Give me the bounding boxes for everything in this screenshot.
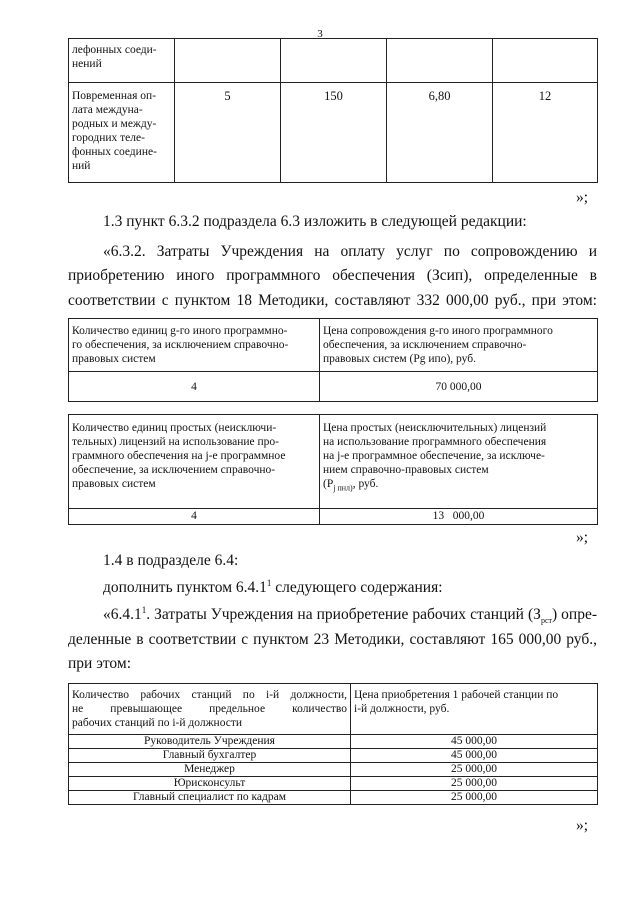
cell-line: тельных) лицензий на использование про-: [72, 436, 279, 448]
position-cell: Менеджер: [69, 763, 351, 777]
price-label-subscript: j пнл): [333, 483, 353, 493]
paragraph-text: . Затраты Учреждения на приобретение рабочих станций (З: [146, 606, 541, 623]
table-cell: 70 000,00: [320, 372, 598, 402]
workstation-price-table: [68, 683, 598, 805]
price-cell: 25 000,00: [351, 791, 598, 805]
cell-line: лефонных соеди-: [72, 44, 157, 56]
cell-line: на использование программного обеспечения: [323, 436, 547, 448]
price-label-suffix: , руб.: [352, 478, 379, 490]
table-row: [69, 791, 598, 805]
table-cell: 4: [69, 372, 320, 402]
table-cell: [320, 509, 598, 525]
add-item-superscript: 1: [266, 577, 272, 588]
cell-line: нений: [72, 58, 102, 70]
cell-line: Повременная оп-: [72, 90, 157, 102]
license-price-value: 13 000,00: [432, 510, 485, 522]
paragraph-1-3: 1.3 пункт 6.3.2 подраздела 6.3 изложить в следующей редакции:: [103, 213, 527, 230]
item-number-superscript: 1: [141, 604, 147, 615]
position-cell: Главный специалист по кадрам: [69, 791, 351, 805]
cell-line: Количество единиц g-го иного программно-: [72, 325, 288, 337]
table-row: [69, 777, 598, 791]
cost-subscript: рст: [540, 616, 552, 626]
table-cell: 5: [175, 83, 281, 183]
table-cell: [320, 415, 598, 509]
position-cell: Руководитель Учреждения: [69, 735, 351, 749]
cell-line: правовых систем: [72, 353, 156, 365]
cell-line: обеспечения, за исключением справочно-: [323, 339, 527, 351]
cell-line: правовых систем (Pg ипо), руб.: [323, 353, 476, 365]
closing-mark: »;: [576, 529, 589, 546]
price-cell: 45 000,00: [351, 749, 598, 763]
software-license-table: [68, 414, 598, 525]
paragraph-6-4-1-line1: [103, 605, 597, 625]
paragraph-1-4: 1.4 в подразделе 6.4:: [103, 552, 239, 569]
cell-line: обеспечение, за исключением справочно-: [72, 464, 276, 476]
table-cell: [69, 39, 175, 83]
page-number: 3: [317, 28, 323, 40]
position-cell: Юрисконсульт: [69, 777, 351, 791]
add-item-text: дополнить пунктом 6.4.1: [103, 579, 267, 596]
table-row: [69, 415, 598, 509]
table-row: [69, 83, 598, 183]
price-cell: 25 000,00: [351, 763, 598, 777]
cell-line: фонных соедине-: [72, 146, 157, 158]
price-cell: 45 000,00: [351, 735, 598, 749]
closing-mark: »;: [576, 817, 589, 834]
cell-line: не превышающее предельное количество: [72, 703, 347, 715]
cell-line: правовых систем: [72, 478, 156, 490]
table-cell: [320, 319, 598, 372]
cell-line: рабочих станций по i-й должности: [72, 717, 243, 729]
closing-mark: »;: [576, 189, 589, 206]
cell-line: Цена приобретения 1 рабочей станции по: [354, 689, 559, 701]
communication-costs-table: [68, 38, 598, 183]
cell-line: Количество рабочих станций по i-й должности,: [72, 689, 347, 701]
software-support-table: [68, 318, 598, 402]
table-row: [69, 749, 598, 763]
cell-line: городних теле-: [72, 132, 145, 144]
table-cell: [69, 83, 175, 183]
paragraph-6-3-2-line1: «6.3.2. Затраты Учреждения на оплату услуг по сопровождению и: [103, 243, 597, 260]
table-cell: [69, 415, 320, 509]
paragraph-text-end: ) опре-: [551, 606, 598, 623]
table-row: [69, 319, 598, 372]
table-cell: 150: [281, 83, 387, 183]
table-cell: [69, 684, 351, 735]
table-cell: [387, 39, 493, 83]
cell-line: ний: [72, 160, 91, 172]
paragraph-add-item: [103, 578, 443, 598]
table-cell: [281, 39, 387, 83]
table-cell: [175, 39, 281, 83]
table-cell: [69, 319, 320, 372]
table-row: [69, 735, 598, 749]
cell-line: граммного обеспечения на j-е программное: [72, 450, 286, 462]
cell-line: Количество единиц простых (неисключи-: [72, 422, 277, 434]
cell-line: лата междуна-: [72, 104, 143, 116]
table-cell: [351, 684, 598, 735]
table-row: [69, 39, 598, 83]
paragraph-6-3-2-line3: соответствии с пунктом 18 Методики, составляют 332 000,00 руб., при этом:: [68, 292, 597, 309]
table-cell: 4: [69, 509, 320, 525]
table-row: [69, 684, 598, 735]
cell-line: i-й должности, руб.: [354, 703, 450, 715]
cell-line: родных и между-: [72, 118, 157, 130]
price-label-prefix: (P: [323, 478, 334, 490]
cell-line: на j-е программное обеспечение, за исключе-: [323, 450, 545, 462]
item-number: «6.4.1: [103, 606, 142, 623]
paragraph-6-4-1-line2: деленные в соответствии с пунктом 23 Методики, составляют 165 000,00 руб.,: [68, 631, 597, 648]
table-cell: 12: [493, 83, 598, 183]
table-row: [69, 763, 598, 777]
cell-line: Цена сопровождения g-го иного программного: [323, 325, 553, 337]
position-cell: Главный бухгалтер: [69, 749, 351, 763]
paragraph-6-4-1-line3: при этом:: [68, 655, 132, 672]
cell-line: нием справочно-правовых систем: [323, 464, 489, 476]
add-item-text-after: следующего содержания:: [271, 579, 443, 596]
cell-line: го обеспечения, за исключением справочно-: [72, 339, 289, 351]
price-cell: 25 000,00: [351, 777, 598, 791]
cell-line: [323, 477, 594, 491]
paragraph-6-3-2-line2: приобретению иного программного обеспечения (Зсип), определенные в: [68, 267, 597, 284]
table-cell: 6,80: [387, 83, 493, 183]
cell-line: Цена простых (неисключительных) лицензий: [323, 422, 547, 434]
table-cell: [493, 39, 598, 83]
table-row: [69, 509, 598, 525]
table-row: [69, 372, 598, 402]
